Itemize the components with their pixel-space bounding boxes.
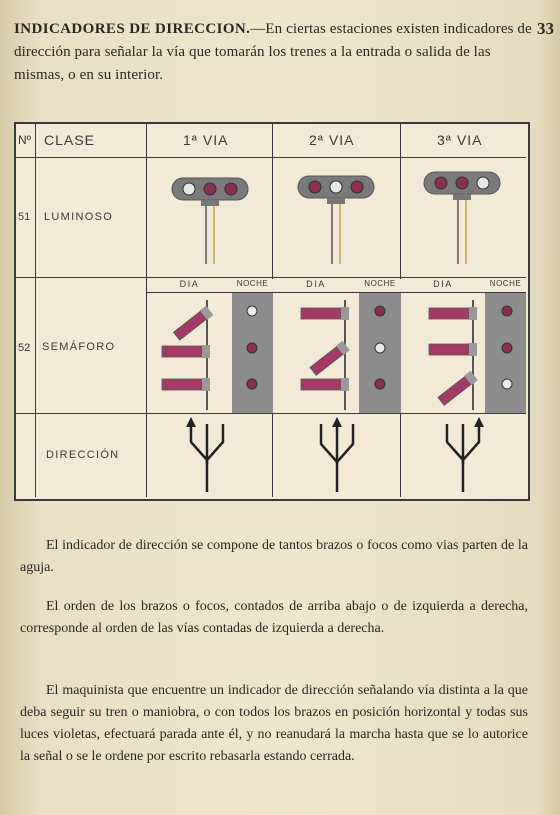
row-51-clase-cell: [36, 158, 147, 278]
row-52-clase-cell: [36, 278, 147, 414]
row-51-clase: LUMINOSO: [44, 211, 114, 223]
semaforo-via3-cell: [401, 278, 526, 414]
hdr-via3: 3ª VIA: [437, 132, 483, 148]
hdr-via3-cell: [401, 124, 526, 158]
row-dir-num-cell: [16, 414, 36, 497]
luminoso-via2-cell: [273, 158, 401, 278]
luminoso-via2-signal: [273, 158, 401, 278]
row-dir-clase: DIRECCIÓN: [46, 449, 120, 461]
signal-table: [14, 122, 530, 501]
hdr-clase: CLASE: [44, 132, 95, 148]
direccion-via2-diagram: [273, 414, 401, 497]
direccion-via1-diagram: [147, 414, 273, 497]
page-number: 33: [537, 19, 554, 38]
luminoso-via1-cell: [147, 158, 273, 278]
luminoso-via3-signal: [401, 158, 526, 278]
hdr-via1-cell: [147, 124, 273, 158]
sub-dia-2: DIA: [273, 279, 360, 293]
hdr-num: Nº: [18, 133, 32, 147]
hdr-via1: 1ª VIA: [183, 132, 229, 148]
sub-noche-2: NOCHE: [359, 279, 401, 293]
direccion-via3-diagram: [401, 414, 526, 497]
paragraph-3: [20, 680, 528, 768]
header-paragraph: [14, 18, 544, 87]
header-title: INDICADORES DE DIRECCION.: [14, 21, 251, 37]
hdr-clase-cell: [36, 124, 147, 158]
row-52-num-cell: [16, 278, 36, 414]
row-52-clase: SEMÁFORO: [42, 341, 116, 353]
sub-dia-1: DIA: [147, 279, 233, 293]
row-51-num: 51: [18, 211, 31, 223]
semaforo-via1-signal: [147, 278, 273, 414]
paragraph-1-text: El indicador de dirección se compone de tantos brazos o focos como vias parten de la aguja.: [20, 538, 528, 575]
semaforo-via1-cell: [147, 278, 273, 414]
hdr-via2-cell: [273, 124, 401, 158]
header-text: —En ciertas estaciones existen indicadores de dirección para señalar la vía que tomarán los trenes a la entrada o salida de las mismas, o en su interior.: [14, 21, 532, 83]
row-51-num-cell: [16, 158, 36, 278]
sub-noche-1: NOCHE: [232, 279, 273, 293]
luminoso-via3-cell: [401, 158, 526, 278]
paragraph-3-text: El maquinista que encuentre un indicador de dirección señalando vía distinta a la que deba seguir su tren o maniobra, o con todos los brazos en posición horizontal y todas sus luces violetas, efectuará parada ante él, y no reanudará la marcha hasta que se lo autorice la señal o se le ordene por escrito rebasarla estando cerrada.: [20, 683, 528, 764]
direccion-via2-cell: [273, 414, 401, 497]
luminoso-via1-signal: [147, 158, 273, 278]
semaforo-via2-signal: [273, 278, 401, 414]
semaforo-via3-signal: [401, 278, 526, 414]
hdr-num-cell: [16, 124, 36, 158]
paragraph-2: [20, 596, 528, 640]
hdr-via2: 2ª VIA: [309, 132, 355, 148]
sub-dia-3: DIA: [401, 279, 486, 293]
row-dir-clase-cell: [36, 414, 147, 497]
row-52-num: 52: [18, 342, 31, 354]
direccion-via3-cell: [401, 414, 526, 497]
direccion-via1-cell: [147, 414, 273, 497]
semaforo-via2-cell: [273, 278, 401, 414]
paragraph-1: [20, 535, 528, 579]
paragraph-2-text: El orden de los brazos o focos, contados de arriba abajo o de izquierda a derecha, corresponde al orden de las vías contadas de izquierda a derecha.: [20, 599, 528, 636]
sub-noche-3: NOCHE: [485, 279, 526, 293]
